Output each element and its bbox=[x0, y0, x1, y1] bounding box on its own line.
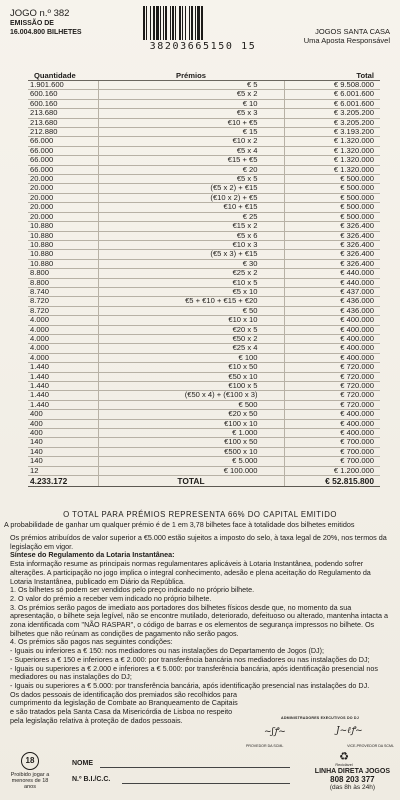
helpline-number: 808 203 377 bbox=[330, 775, 375, 785]
prize-row bbox=[28, 306, 380, 315]
prize-row-prize: €20 x 50 bbox=[98, 410, 284, 419]
helpline bbox=[315, 768, 390, 793]
prize-row-quantity: 212.880 bbox=[28, 128, 98, 137]
prize-row-quantity: 10.880 bbox=[28, 240, 98, 249]
barcode bbox=[143, 6, 263, 52]
prize-row bbox=[28, 363, 380, 372]
prize-row-prize: € 100.000 bbox=[98, 466, 284, 475]
prize-row-prize: € 15 bbox=[98, 128, 284, 137]
prize-row-total: € 400.000 bbox=[284, 334, 380, 343]
prize-row-quantity: 66.000 bbox=[28, 137, 98, 146]
prize-row-quantity: 66.000 bbox=[28, 156, 98, 165]
prize-row-total: € 700.000 bbox=[284, 457, 380, 466]
helpline-title: LINHA DIRETA JOGOS bbox=[314, 768, 390, 775]
prize-row-quantity: 10.880 bbox=[28, 222, 98, 231]
prize-row-total: € 500.000 bbox=[284, 175, 380, 184]
brand bbox=[304, 27, 390, 45]
prize-row bbox=[28, 231, 380, 240]
prize-row-prize: (€10 x 2) + €5 bbox=[98, 193, 284, 202]
prize-row-prize: €10 x 10 bbox=[98, 316, 284, 325]
prize-row-prize: €5 + €10 + €15 + €20 bbox=[98, 297, 284, 306]
prize-row bbox=[28, 137, 380, 146]
prize-row-prize: €15 x 2 bbox=[98, 222, 284, 231]
rule-4: 4. Os prémios são pagos nas seguintes condições: bbox=[10, 637, 173, 647]
total-value: € 52.815.800 bbox=[284, 476, 380, 487]
prize-row-prize: €5 x 10 bbox=[98, 287, 284, 296]
prize-row-total: € 1.320.000 bbox=[284, 156, 380, 165]
prize-row-quantity: 4.000 bbox=[28, 316, 98, 325]
prize-row-total: € 720.000 bbox=[284, 391, 380, 400]
prize-row-quantity: 20.000 bbox=[28, 212, 98, 221]
prize-row-prize: €50 x 10 bbox=[98, 372, 284, 381]
sintese-title: Síntese do Regulamento da Lotaria Instantânea: bbox=[10, 550, 175, 560]
prize-row bbox=[28, 447, 380, 456]
prize-row bbox=[28, 438, 380, 447]
prize-row-quantity: 140 bbox=[28, 438, 98, 447]
col-quantidade: Quantidade bbox=[28, 71, 98, 81]
prize-row-total: € 720.000 bbox=[284, 400, 380, 409]
signatures-caption: ADMINISTRADORES EXECUTIVOS DO DJ bbox=[281, 716, 359, 720]
prize-table-header bbox=[28, 71, 380, 81]
issue-label: EMISSÃO DE bbox=[10, 20, 54, 27]
issue-count: 16.004.800 BILHETES bbox=[10, 29, 82, 36]
prize-row-total: € 720.000 bbox=[284, 372, 380, 381]
prize-row-quantity: 400 bbox=[28, 419, 98, 428]
prize-row-quantity: 4.000 bbox=[28, 334, 98, 343]
prize-row-prize: € 5.000 bbox=[98, 457, 284, 466]
prize-row-total: € 1.200.000 bbox=[284, 466, 380, 475]
prize-row bbox=[28, 146, 380, 155]
prize-row bbox=[28, 278, 380, 287]
barcode-bars bbox=[143, 6, 263, 40]
prize-row-prize: €100 x 10 bbox=[98, 419, 284, 428]
prize-row-total: € 400.000 bbox=[284, 316, 380, 325]
col-total: Total bbox=[284, 71, 380, 81]
prize-row-total: € 436.000 bbox=[284, 297, 380, 306]
prize-row bbox=[28, 259, 380, 268]
prize-row-quantity: 20.000 bbox=[28, 184, 98, 193]
prize-row-prize: € 5 bbox=[98, 81, 284, 90]
prize-row-prize: €500 x 10 bbox=[98, 447, 284, 456]
prize-row-total: € 326.400 bbox=[284, 259, 380, 268]
age-text-1: Proibido jogar a bbox=[10, 772, 50, 778]
prize-row-quantity: 213.680 bbox=[28, 109, 98, 118]
recycle-icon: ♻ bbox=[339, 751, 349, 763]
prize-row-total: € 400.000 bbox=[284, 429, 380, 438]
prize-row bbox=[28, 316, 380, 325]
prize-row-total: € 6.001.600 bbox=[284, 90, 380, 99]
probability-line: A probabilidade de ganhar um qualquer prémio é de 1 em 3,78 bilhetes face à totalidade dos bilhetes emitidos bbox=[4, 520, 355, 529]
age-restriction bbox=[8, 752, 52, 791]
prize-row-quantity: 8.800 bbox=[28, 269, 98, 278]
prize-row-prize: €5 x 4 bbox=[98, 146, 284, 155]
bicc-label: N.º B.I./C.C. bbox=[72, 776, 111, 783]
prize-row bbox=[28, 457, 380, 466]
condition-4: - Iguais ou superiores a € 5.000: por transferência bancária, após identificação presencial nas instalações do DJ. bbox=[10, 680, 370, 690]
prize-row-total: € 500.000 bbox=[284, 184, 380, 193]
prize-row bbox=[28, 165, 380, 174]
recyclable-label: Reciclável bbox=[335, 763, 353, 767]
prize-row-total: € 3.205.200 bbox=[284, 118, 380, 127]
prize-row bbox=[28, 175, 380, 184]
total-quantity: 4.233.172 bbox=[28, 476, 98, 487]
prize-row-total: € 400.000 bbox=[284, 353, 380, 362]
regulation-text bbox=[10, 534, 392, 725]
prize-row-prize: €10 x 5 bbox=[98, 278, 284, 287]
prize-row-quantity: 140 bbox=[28, 447, 98, 456]
brand-slogan: Uma Aposta Responsável bbox=[303, 36, 390, 45]
rule-3: 3. Os prémios serão pagos de imediato aos portadores dos bilhetes físicos desde que, no momento da sua apresentação, o bilhete seja legível, não se encontre mutilado, deteriorado, defeituoso ou alterado, mantenha intacta a zona identificada com "NÃO RASPAR", o código de barras e os elementos de segurança impressos no bilhete. Os bilhetes que não reúnam as condições de pagamento não serão pagos. bbox=[10, 602, 388, 638]
prize-row-total: € 436.000 bbox=[284, 306, 380, 315]
prize-row-prize: €25 x 2 bbox=[98, 269, 284, 278]
prize-row-quantity: 8.800 bbox=[28, 278, 98, 287]
prize-row-prize: € 500 bbox=[98, 400, 284, 409]
prize-row-prize: (€50 x 4) + (€100 x 3) bbox=[98, 391, 284, 400]
prize-row-prize: €50 x 2 bbox=[98, 334, 284, 343]
prize-row-quantity: 20.000 bbox=[28, 203, 98, 212]
prize-row-quantity: 20.000 bbox=[28, 175, 98, 184]
condition-3: - Iguais ou superiores a € 2.000 e inferiores a € 5.000: por transferência bancária, após identificação presencial nos mediadores ou nas instalações do DJ; bbox=[10, 663, 378, 682]
prize-row bbox=[28, 419, 380, 428]
condition-2: - Superiores a € 150 e inferiores a € 2.000: por transferência bancária nos mediadores ou nas instalações do DJ; bbox=[10, 654, 370, 664]
footer bbox=[0, 752, 400, 800]
prize-row bbox=[28, 193, 380, 202]
prize-row-quantity: 10.880 bbox=[28, 250, 98, 259]
bicc-field[interactable] bbox=[122, 783, 290, 784]
total-label: TOTAL bbox=[98, 476, 284, 487]
prize-row-quantity: 4.000 bbox=[28, 344, 98, 353]
prize-row bbox=[28, 344, 380, 353]
prize-row-total: € 400.000 bbox=[284, 325, 380, 334]
prize-row-prize: €10 x 50 bbox=[98, 363, 284, 372]
prize-row bbox=[28, 222, 380, 231]
prize-row bbox=[28, 410, 380, 419]
prize-row-prize: €10 x 3 bbox=[98, 240, 284, 249]
prize-row-quantity: 4.000 bbox=[28, 325, 98, 334]
prize-row-quantity: 10.880 bbox=[28, 259, 98, 268]
prize-row bbox=[28, 297, 380, 306]
signatures bbox=[246, 716, 394, 752]
prize-row-total: € 440.000 bbox=[284, 269, 380, 278]
prize-row-prize: €100 x 5 bbox=[98, 382, 284, 391]
prize-row bbox=[28, 109, 380, 118]
signature-vice-provedor: J~ℓꝭ~ bbox=[336, 726, 363, 736]
prize-row-total: € 1.320.000 bbox=[284, 137, 380, 146]
prize-row-total: € 1.320.000 bbox=[284, 146, 380, 155]
prize-row-total: € 440.000 bbox=[284, 278, 380, 287]
prize-row-prize: €10 x 2 bbox=[98, 137, 284, 146]
prize-row-prize: € 20 bbox=[98, 165, 284, 174]
prize-row-quantity: 12 bbox=[28, 466, 98, 475]
prize-row-quantity: 1.440 bbox=[28, 382, 98, 391]
nome-field[interactable] bbox=[100, 767, 290, 768]
prize-row-prize: €5 x 5 bbox=[98, 175, 284, 184]
prize-row-quantity: 4.000 bbox=[28, 353, 98, 362]
barcode-number: 38203665150 15 bbox=[149, 41, 257, 52]
prize-row-total: € 700.000 bbox=[284, 447, 380, 456]
signature-provedor: ~ʃꝭ~ bbox=[264, 727, 286, 737]
prize-row-prize: (€5 x 3) + €15 bbox=[98, 250, 284, 259]
prize-row-prize: €5 x 2 bbox=[98, 90, 284, 99]
prize-row bbox=[28, 240, 380, 249]
age-text-2: menores de 18 anos bbox=[11, 778, 49, 791]
prize-row-quantity: 600.160 bbox=[28, 90, 98, 99]
sintese-paragraph: Esta informação resume as principais normas regulamentares aplicáveis à Lotaria Instantânea, podendo sofrer alterações. A participação no jogo implica o integral conhecimento, adesão e plena aceitação do Regulamento da Lotaria Instantânea, publicado em Diário da República. bbox=[10, 559, 371, 586]
vice-provedor-name: VICE-PROVEDOR DA SCML bbox=[347, 744, 394, 748]
prize-row-total: € 3.193.200 bbox=[284, 128, 380, 137]
prize-row-total: € 500.000 bbox=[284, 193, 380, 202]
prize-row bbox=[28, 212, 380, 221]
rule-1: 1. Os bilhetes só podem ser vendidos pelo preço indicado no próprio bilhete. bbox=[10, 585, 255, 595]
prize-row-total: € 326.400 bbox=[284, 250, 380, 259]
prize-row-total: € 9.508.000 bbox=[284, 81, 380, 90]
prize-row-prize: €25 x 4 bbox=[98, 344, 284, 353]
prize-row-total: € 3.205.200 bbox=[284, 109, 380, 118]
prize-row bbox=[28, 353, 380, 362]
prize-row-quantity: 66.000 bbox=[28, 146, 98, 155]
prize-row-quantity: 1.440 bbox=[28, 363, 98, 372]
prize-row-prize: € 1.000 bbox=[98, 429, 284, 438]
prize-row-prize: € 50 bbox=[98, 306, 284, 315]
prize-row-prize: €5 x 3 bbox=[98, 109, 284, 118]
prize-row bbox=[28, 400, 380, 409]
prize-row-prize: €10 + €5 bbox=[98, 118, 284, 127]
prize-row-prize: €10 + €15 bbox=[98, 203, 284, 212]
nome-label: NOME bbox=[72, 760, 93, 767]
prize-row-prize: €5 x 6 bbox=[98, 231, 284, 240]
total-row bbox=[28, 476, 380, 487]
condition-1: - Iguais ou inferiores a € 150: nos mediadores ou nas instalações do Departamento de Jogos (DJ); bbox=[10, 646, 325, 656]
prize-row-quantity: 8.720 bbox=[28, 306, 98, 315]
prize-row bbox=[28, 429, 380, 438]
brand-name: JOGOS SANTA CASA bbox=[315, 27, 390, 36]
prize-row bbox=[28, 269, 380, 278]
prize-row bbox=[28, 391, 380, 400]
prize-row-quantity: 140 bbox=[28, 457, 98, 466]
prize-row-quantity: 10.880 bbox=[28, 231, 98, 240]
prize-row-total: € 720.000 bbox=[284, 382, 380, 391]
prize-row-prize: €15 + €5 bbox=[98, 156, 284, 165]
prize-row bbox=[28, 128, 380, 137]
prize-row-total: € 500.000 bbox=[284, 212, 380, 221]
prize-row-quantity: 20.000 bbox=[28, 193, 98, 202]
prize-row-total: € 400.000 bbox=[284, 344, 380, 353]
prize-row-quantity: 1.901.600 bbox=[28, 81, 98, 90]
prize-row-total: € 326.400 bbox=[284, 240, 380, 249]
prize-table-body bbox=[28, 81, 380, 476]
prize-row bbox=[28, 334, 380, 343]
prize-row-quantity: 600.160 bbox=[28, 99, 98, 108]
prize-row-prize: (€5 x 2) + €15 bbox=[98, 184, 284, 193]
data-protection-paragraph: Os dados pessoais de identificação dos premiados são recolhidos para cumprimento da legislação de Combate ao Branqueamento de Capitais e são tratados pela Santa Casa da Misericórdia de Lisboa no respeito pela legislação relativa à proteção de dados pessoais. bbox=[10, 689, 238, 725]
prize-row-quantity: 213.680 bbox=[28, 118, 98, 127]
prize-row-quantity: 1.440 bbox=[28, 372, 98, 381]
helpline-hours: (das 8h às 24h) bbox=[329, 784, 375, 792]
prize-row-total: € 6.001.600 bbox=[284, 99, 380, 108]
prize-row bbox=[28, 250, 380, 259]
provedor-name: PROVEDOR DA SCML bbox=[246, 744, 284, 748]
prize-row-quantity: 8.720 bbox=[28, 297, 98, 306]
prize-row-total: € 720.000 bbox=[284, 363, 380, 372]
prize-row-prize: € 10 bbox=[98, 99, 284, 108]
prize-row bbox=[28, 81, 380, 90]
prize-row-quantity: 66.000 bbox=[28, 165, 98, 174]
prize-row-total: € 400.000 bbox=[284, 419, 380, 428]
age-18-icon: 18 bbox=[21, 752, 39, 770]
prize-row-prize: € 100 bbox=[98, 353, 284, 362]
prize-row bbox=[28, 184, 380, 193]
prize-row-total: € 437.000 bbox=[284, 287, 380, 296]
prize-row bbox=[28, 203, 380, 212]
prize-row bbox=[28, 466, 380, 475]
prize-row-quantity: 1.440 bbox=[28, 391, 98, 400]
prize-row-quantity: 1.440 bbox=[28, 400, 98, 409]
prize-row-quantity: 400 bbox=[28, 429, 98, 438]
prize-row-quantity: 8.740 bbox=[28, 287, 98, 296]
prize-row-total: € 326.400 bbox=[284, 222, 380, 231]
game-number: JOGO n.º 382 bbox=[10, 8, 70, 19]
prize-row-prize: € 25 bbox=[98, 212, 284, 221]
prize-row bbox=[28, 99, 380, 108]
prize-row-quantity: 400 bbox=[28, 410, 98, 419]
prize-row bbox=[28, 90, 380, 99]
prize-row-prize: €20 x 5 bbox=[98, 325, 284, 334]
prize-row bbox=[28, 372, 380, 381]
prize-row bbox=[28, 118, 380, 127]
prize-table bbox=[28, 71, 380, 487]
recyclable bbox=[334, 752, 354, 767]
prize-row-total: € 400.000 bbox=[284, 410, 380, 419]
prize-row-total: € 1.320.000 bbox=[284, 165, 380, 174]
prize-row-total: € 500.000 bbox=[284, 203, 380, 212]
prize-row bbox=[28, 156, 380, 165]
prize-row-prize: € 30 bbox=[98, 259, 284, 268]
prize-row-total: € 700.000 bbox=[284, 438, 380, 447]
issue-header bbox=[10, 8, 120, 37]
rule-2: 2. O valor do prémio a receber vem indicado no próprio bilhete. bbox=[10, 593, 212, 603]
prize-row-prize: €100 x 50 bbox=[98, 438, 284, 447]
prize-row-total: € 326.400 bbox=[284, 231, 380, 240]
prize-percentage: O TOTAL PARA PRÉMIOS REPRESENTA 66% DO CAPITAL EMITIDO bbox=[63, 510, 337, 519]
prize-row bbox=[28, 325, 380, 334]
tax-paragraph: Os prémios atribuídos de valor superior a €5.000 estão sujeitos a imposto do selo, à taxa legal de 20%, nos termos da legislação em vigor. bbox=[10, 533, 387, 551]
col-premios: Prémios bbox=[98, 71, 284, 81]
